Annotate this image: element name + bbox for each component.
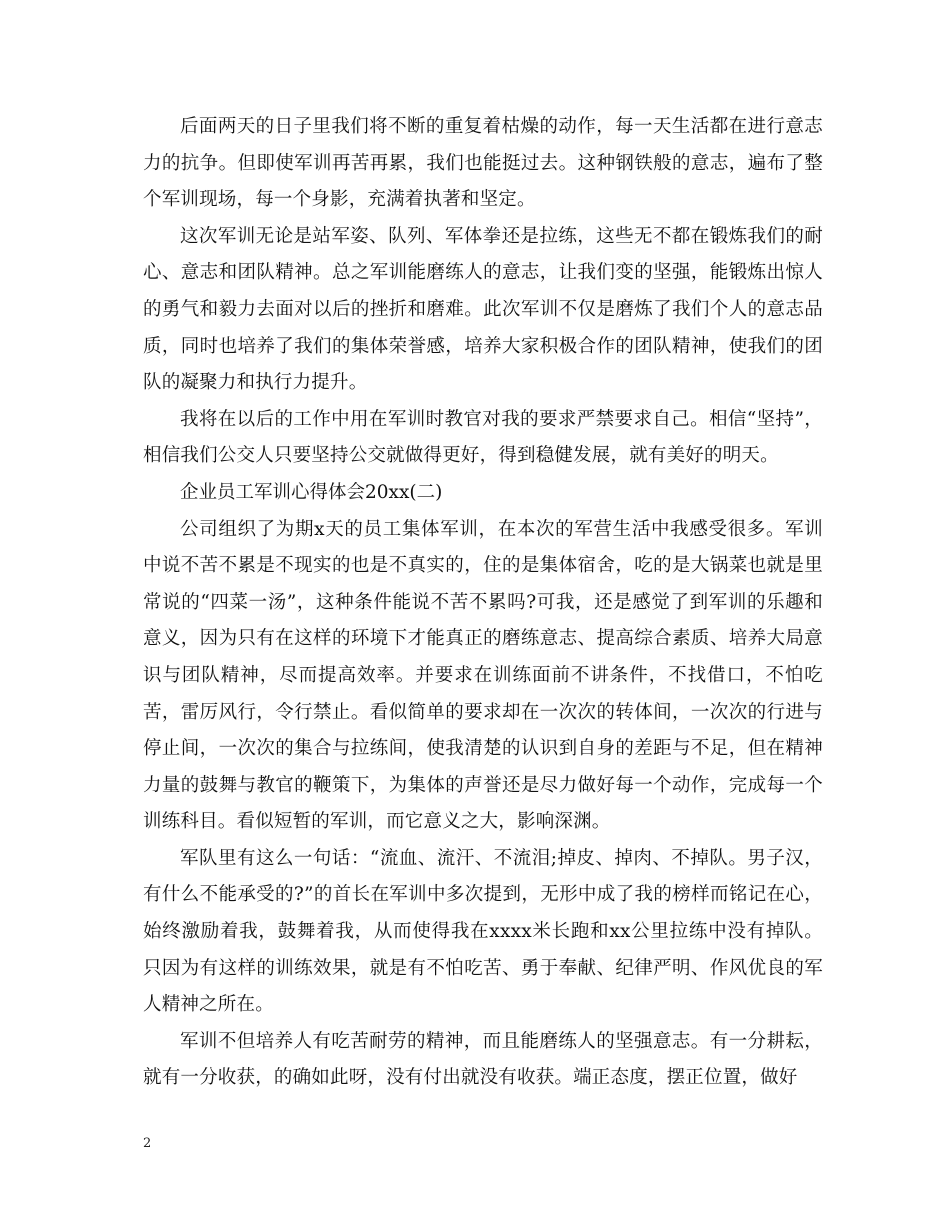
paragraph: 公司组织了为期x天的员工集体军训，在本次的军营生活中我感受很多。军训中说不苦不累是不现实的也是不真实的，住的是集体宿舍，吃的是大锅菜也就是里常说的“四菜一汤”，这种条件能说不苦不累吗?可我，还是感觉了到军训的乐趣和意义，因为只有在这样的环境下才能真正的磨练意志、提高综合素质、培养大局意识与团队精神，尽而提高效率。并要求在训练面前不讲条件，不找借口，不怕吃苦，雷厉风行，令行禁止。看似简单的要求却在一次次的转体间，一次次的行进与停止间，一次次的集合与拉练间，使我清楚的认识到自身的差距与不足，但在精神力量的鼓舞与教官的鞭策下，为集体的声誉还是尽力做好每一个动作，完成每一个训练科目。看似短暂的军训，而它意义之大，影响深渊。 — [143, 518, 823, 833]
paragraph: 我将在以后的工作中用在军训时教官对我的要求严禁要求自己。相信“坚持”，相信我们公交人只要坚持公交就做得更好，得到稳健发展，就有美好的明天。 — [143, 408, 823, 467]
paragraph: 军训不但培养人有吃苦耐劳的精神，而且能磨练人的坚强意志。有一分耕耘，就有一分收获，的确如此呀，没有付出就没有收获。端正态度，摆正位置，做好 — [143, 1030, 823, 1089]
document-body — [143, 109, 823, 1097]
paragraph: 这次军训无论是站军姿、队列、军体拳还是拉练，这些无不都在锻炼我们的耐心、意志和团队精神。总之军训能磨练人的意志，让我们变的坚强，能锻炼出惊人的勇气和毅力去面对以后的挫折和磨难。此次军训不仅是磨炼了我们个人的意志品质，同时也培养了我们的集体荣誉感，培养大家积极合作的团队精神，使我们的团队的凝聚力和执行力提升。 — [143, 225, 823, 394]
page-number: 2 — [143, 1136, 152, 1151]
paragraph: 军队里有这么一句话：“流血、流汗、不流泪;掉皮、掉肉、不掉队。男子汉，有什么不能承受的?”的首长在军训中多次提到，无形中成了我的榜样而铭记在心，始终激励着我，鼓舞着我，从而使得我在xxxx米长跑和xx公里拉练中没有掉队。只因为有这样的训练效果，就是有不怕吃苦、勇于奉献、纪律严明、作风优良的军人精神之所在。 — [143, 847, 823, 1016]
section-heading: 企业员工军训心得体会20xx(二) — [180, 481, 443, 503]
paragraph: 后面两天的日子里我们将不断的重复着枯燥的动作，每一天生活都在进行意志力的抗争。但即使军训再苦再累，我们也能挺过去。这种钢铁般的意志，遍布了整个军训现场，每一个身影，充满着执著和坚定。 — [143, 116, 823, 211]
